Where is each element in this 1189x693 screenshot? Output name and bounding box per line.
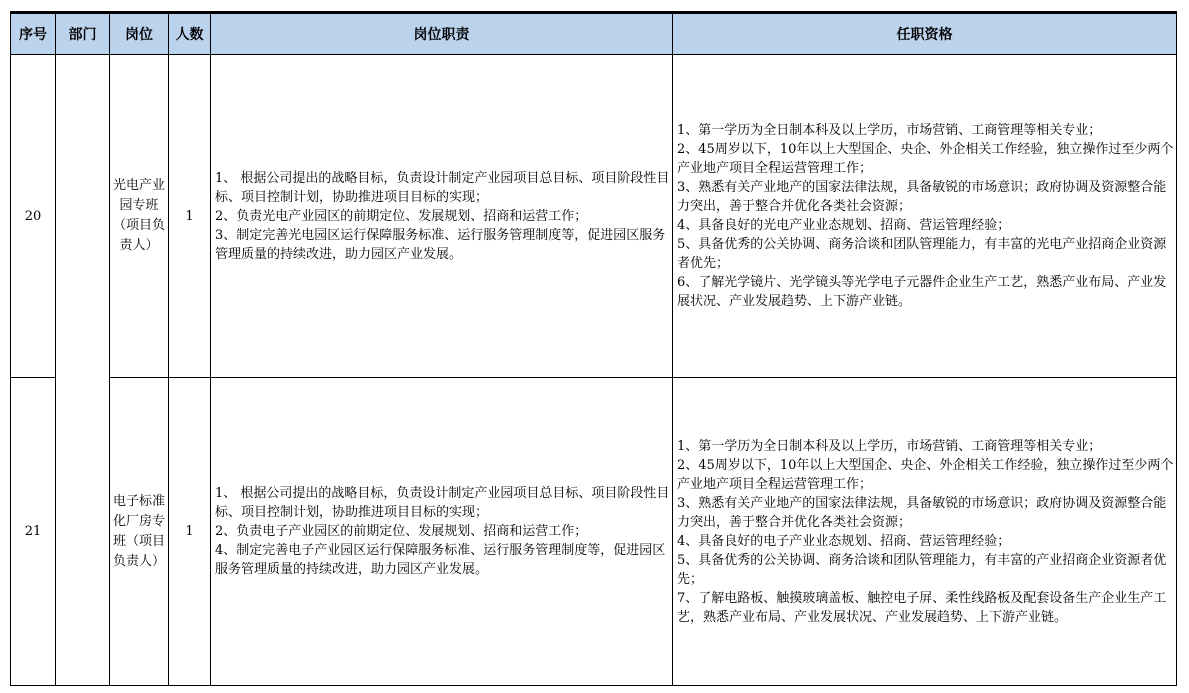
- cell-count: 1: [169, 55, 211, 378]
- qualification-item: 1、第一学历为全日制本科及以上学历，市场营销、工商管理等相关专业；: [677, 438, 1102, 454]
- qualification-item: 5、具备优秀的公关协调、商务洽谈和团队管理能力，有丰富的光电产业招商企业资源者优先；: [677, 237, 1167, 271]
- table-row: [11, 378, 1177, 686]
- qualification-item: 1、第一学历为全日制本科及以上学历，市场营销、工商管理等相关专业；: [677, 123, 1102, 138]
- duty-item: 1、 根据公司提出的战略目标，负责设计制定产业园项目总目标、项目阶段性目标、项目控制计划，协助推进项目目标的实现；: [215, 170, 670, 205]
- duty-item: 3、制定完善光电园区运行保障服务标准、运行服务管理制度等，促进园区服务管理质量的持续改进，助力园区产业发展。: [215, 227, 666, 262]
- duty-item: 2、负责光电产业园区的前期定位、发展规划、招商和运营工作；: [215, 208, 588, 224]
- duty-item: 2、负责电子产业园区的前期定位、发展规划、招商和运营工作；: [215, 524, 588, 539]
- table-header-row: [11, 13, 1177, 55]
- cell-position: 电子标准化厂房专班（项目负责人）: [110, 378, 169, 686]
- header-duties: 岗位职责: [211, 13, 673, 55]
- header-position: 岗位: [110, 13, 169, 55]
- header-seq: 序号: [11, 13, 56, 55]
- duty-item: 1、 根据公司提出的战略目标，负责设计制定产业园项目总目标、项目阶段性目标、项目控制计划，协助推进项目目标的实现；: [215, 486, 670, 520]
- table-row: [11, 55, 1177, 378]
- qualification-item: 4、具备良好的光电产业业态规划、招商、营运管理经验；: [677, 218, 1011, 233]
- qualification-item: 6、了解光学镜片、光学镜头等光学电子元器件企业生产工艺，熟悉产业布局、产业发展状况、产业发展趋势、上下游产业链。: [677, 275, 1167, 309]
- header-count: 人数: [169, 13, 211, 55]
- cell-count: 1: [169, 378, 211, 686]
- cell-seq: 20: [11, 55, 56, 378]
- cell-qualifications: [673, 55, 1177, 378]
- header-qualifications: 任职资格: [673, 13, 1177, 55]
- qualification-item: 3、熟悉有关产业地产的国家法律法规，具备敏锐的市场意识；政府协调及资源整合能力突出，善于整合并优化各类社会资源；: [677, 495, 1167, 530]
- qualification-item: 2、45周岁以下，10年以上大型国企、央企、外企相关工作经验，独立操作过至少两个产业地产项目全程运营管理工作；: [677, 142, 1174, 176]
- cell-duties: [211, 378, 673, 686]
- cell-qualifications: [673, 378, 1177, 686]
- qualification-item: 2、45周岁以下，10年以上大型国企、央企、外企相关工作经验，独立操作过至少两个产业地产项目全程运营管理工作；: [677, 457, 1174, 492]
- cell-seq: 21: [11, 378, 56, 686]
- qualification-item: 7、了解电路板、触摸玻璃盖板、触控电子屏、柔性线路板及配套设备生产企业生产工艺，熟悉产业布局、产业发展状况、产业发展趋势、上下游产业链。: [677, 590, 1167, 625]
- duty-item: 4、制定完善电子产业园区运行保障服务标准、运行服务管理制度等，促进园区服务管理质量的持续改进，助力园区产业发展。: [215, 543, 666, 577]
- qualification-item: 4、具备良好的电子产业业态规划、招商、营运管理经验；: [677, 533, 1011, 549]
- qualification-item: 3、熟悉有关产业地产的国家法律法规，具备敏锐的市场意识；政府协调及资源整合能力突出，善于整合并优化各类社会资源；: [677, 180, 1167, 214]
- cell-department: [56, 55, 110, 686]
- header-department: 部门: [56, 13, 110, 55]
- cell-duties: [211, 55, 673, 378]
- cell-position: 光电产业园专班（项目负责人）: [110, 55, 169, 378]
- recruitment-table: [10, 11, 1177, 686]
- qualification-item: 5、具备优秀的公关协调、商务洽谈和团队管理能力，有丰富的产业招商企业资源者优先；: [677, 552, 1167, 587]
